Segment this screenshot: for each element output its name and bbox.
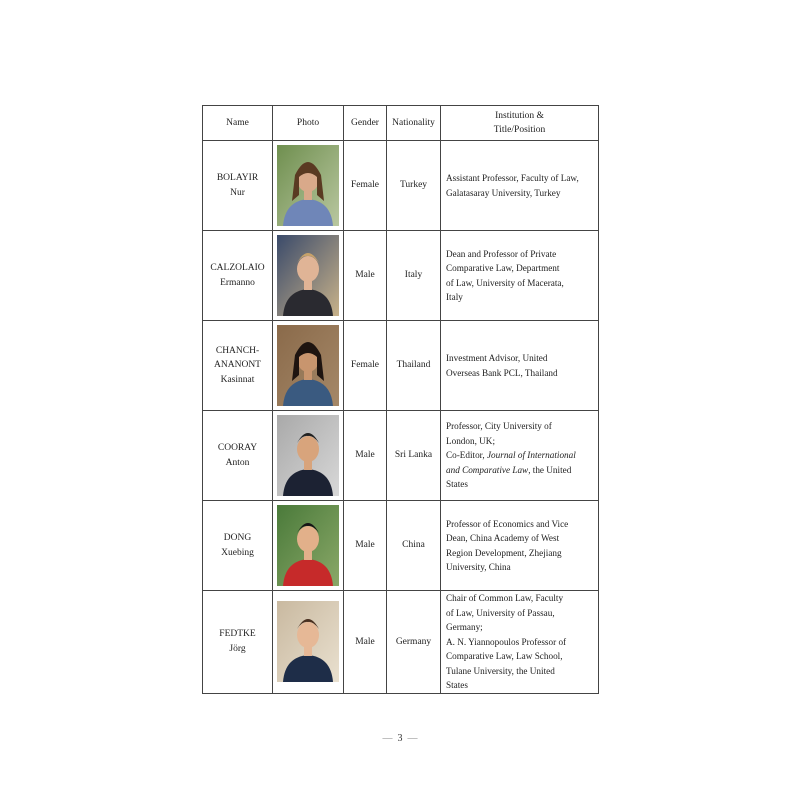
name-cell	[203, 141, 273, 231]
surname: BOLAYIR	[216, 173, 259, 183]
institution-line: London, UK;	[446, 435, 495, 446]
photo-cell	[273, 141, 344, 231]
table-row	[203, 411, 599, 501]
institution-cell	[441, 141, 599, 231]
institution-line: Germany;	[446, 622, 483, 632]
institution-line: and Comparative Law, the United	[446, 464, 572, 475]
institution-line: Professor of Economics and Vice	[446, 518, 569, 529]
institution-line: Professor, City University of	[446, 421, 552, 432]
header-institution-line2: Title/Position	[493, 125, 546, 135]
institution-cell	[441, 321, 599, 411]
table-row	[203, 321, 599, 411]
given-name: Ermanno	[220, 277, 255, 288]
surname: FEDTKE	[219, 629, 256, 640]
name-cell	[203, 321, 273, 411]
gender-cell: Male	[344, 591, 387, 694]
page-number-value: 3	[397, 733, 403, 744]
header-name: Name	[203, 106, 273, 141]
person-photo-icon	[277, 145, 339, 226]
surname: ANANONT	[214, 360, 261, 371]
person-photo-icon	[277, 325, 339, 406]
nationality-cell: Thailand	[387, 321, 441, 411]
institution-line: Investment Advisor, United	[446, 353, 548, 363]
nationality-cell: Germany	[387, 591, 441, 694]
institution-line: Dean, China Academy of West	[446, 533, 560, 543]
nationality-cell: Turkey	[387, 141, 441, 231]
table-row	[203, 501, 599, 591]
institution-line: Overseas Bank PCL, Thailand	[446, 367, 558, 378]
institution-line: Galatasaray University, Turkey	[446, 187, 561, 198]
surname: CALZOLAIO	[210, 263, 265, 273]
given-name: Kasinnat	[220, 374, 255, 385]
table-row	[203, 231, 599, 321]
gender-cell: Female	[344, 141, 387, 231]
given-name: Xuebing	[221, 547, 254, 558]
nationality-cell: Sri Lanka	[387, 411, 441, 501]
surname: COORAY	[217, 443, 258, 453]
gender-cell: Male	[344, 501, 387, 591]
name-cell	[203, 501, 273, 591]
gender-cell: Female	[344, 321, 387, 411]
institution-line: Tulane University, the United	[446, 665, 555, 676]
institution-line: States	[446, 479, 468, 490]
institution-cell	[441, 231, 599, 321]
institution-cell	[441, 591, 599, 694]
surname: CHANCH-	[215, 345, 260, 356]
institution-line: Co-Editor, Journal of International	[446, 450, 576, 461]
photo-cell	[273, 411, 344, 501]
institution-line: University, China	[446, 562, 511, 572]
participants-table	[202, 105, 599, 694]
table-row	[203, 591, 599, 694]
photo-cell	[273, 231, 344, 321]
name-cell	[203, 411, 273, 501]
given-name: Nur	[230, 187, 245, 198]
photo-cell	[273, 321, 344, 411]
name-cell	[203, 591, 273, 694]
person-photo-icon	[277, 415, 339, 496]
institution-line: Comparative Law, Department	[446, 263, 560, 273]
gender-cell: Male	[344, 231, 387, 321]
header-institution-line1: Institution &	[495, 110, 544, 121]
institution-line: A. N. Yiannopoulos Professor of	[446, 636, 567, 647]
institution-line: Italy	[446, 292, 463, 302]
institution-line: Dean and Professor of Private	[446, 248, 557, 259]
institution-cell	[441, 411, 599, 501]
photo-cell	[273, 591, 344, 694]
person-photo-icon	[277, 505, 339, 586]
institution-line: Region Development, Zhejiang	[446, 547, 562, 558]
nationality-cell: Italy	[387, 231, 441, 321]
institution-line: of Law, University of Macerata,	[446, 277, 564, 288]
given-name: Anton	[225, 457, 250, 468]
surname: DONG	[223, 533, 252, 543]
given-name: Jörg	[229, 643, 246, 654]
institution-cell	[441, 501, 599, 591]
photo-cell	[273, 501, 344, 591]
header-photo: Photo	[273, 106, 344, 141]
institution-line: of Law, University of Passau,	[446, 607, 555, 618]
institution-line: States	[446, 680, 468, 690]
page-number	[0, 733, 800, 744]
header-gender: Gender	[344, 106, 387, 141]
institution-line: Assistant Professor, Faculty of Law,	[446, 173, 579, 183]
name-cell	[203, 231, 273, 321]
person-photo-icon	[277, 601, 339, 682]
institution-line: Chair of Common Law, Faculty	[446, 593, 564, 603]
person-photo-icon	[277, 235, 339, 316]
table-header-row	[203, 106, 599, 141]
gender-cell: Male	[344, 411, 387, 501]
nationality-cell: China	[387, 501, 441, 591]
institution-line: Comparative Law, Law School,	[446, 651, 563, 661]
header-institution	[441, 106, 599, 141]
page-dash-left: —	[382, 733, 393, 744]
table-row	[203, 141, 599, 231]
header-nationality: Nationality	[387, 106, 441, 141]
page-dash-right: —	[407, 733, 418, 744]
